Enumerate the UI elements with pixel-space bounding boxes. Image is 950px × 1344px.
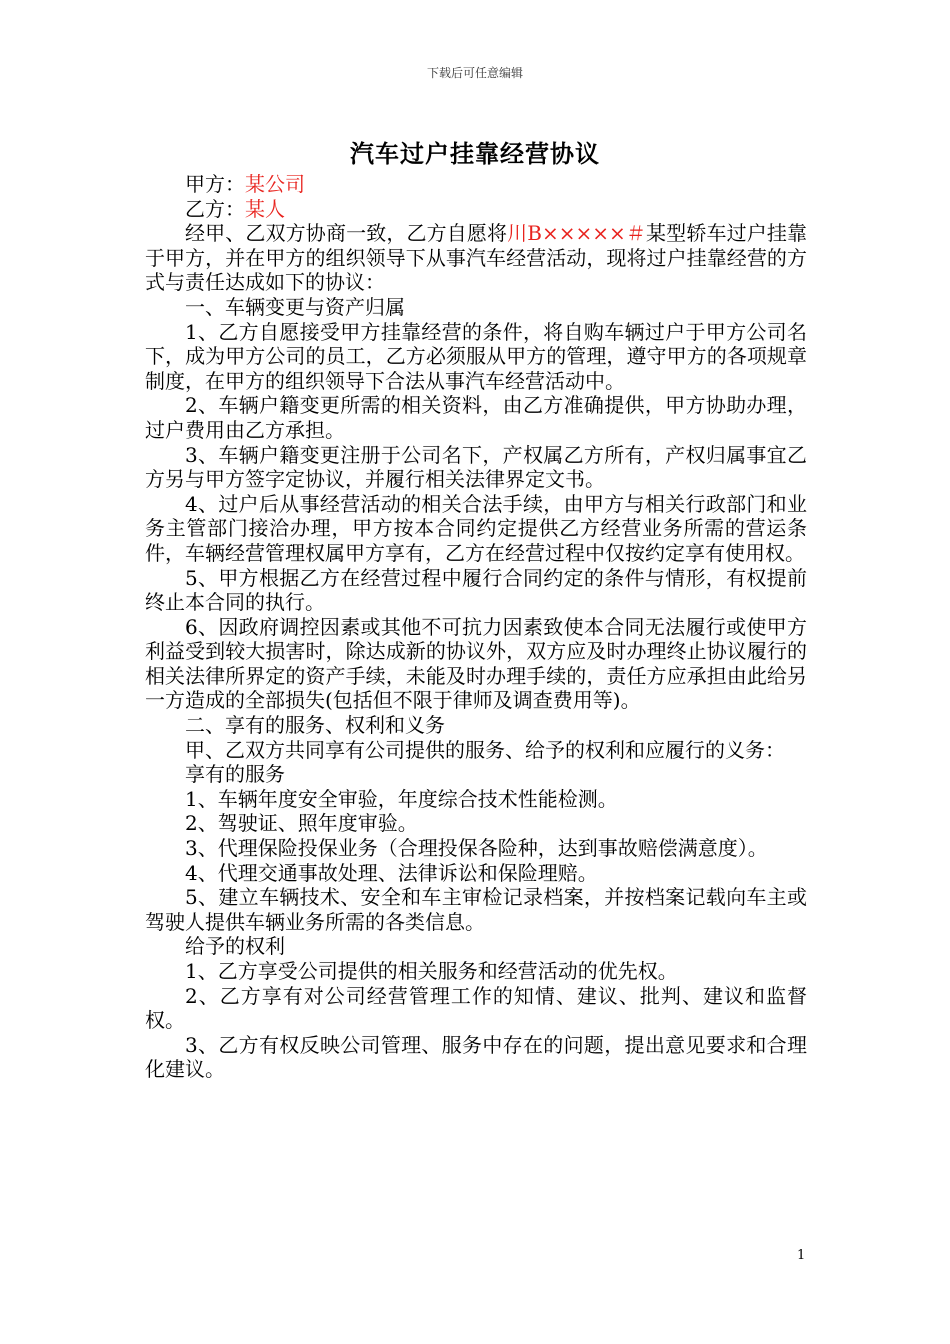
page-number: 1: [797, 1248, 806, 1263]
paragraph: 二、享有的服务、权利和义务: [185, 713, 445, 738]
page-header: 下载后可任意编辑: [426, 66, 523, 80]
paragraph: 4、代理交通事故处理、法律诉讼和保险理赔。: [185, 860, 598, 885]
intro-post: 某型轿车过户挂靠于甲方，并在甲方的组织领导下从事汽车经营活动，现将过户挂靠经营的方式与责任达成如下的协议：: [145, 221, 807, 295]
party-b-line: [145, 197, 807, 222]
paragraph: 6、因政府调控因素或其他不可抗力因素致使本合同无法履行或使甲方利益受到较大损害时，除达成新的协议外，双方应及时办理终止协议履行的相关法律所界定的资产手续，未能及时办理手续的，责任方应承担由此给另一方造成的全部损失(包括但不限于律师及调查费用等)。: [145, 614, 807, 713]
paragraph: 2、车辆户籍变更所需的相关资料，由乙方准确提供，甲方协助办理，过户费用由乙方承担。: [145, 393, 807, 442]
license-plate: 川B×××××＃: [507, 221, 647, 246]
document-title: 汽车过户挂靠经营协议: [350, 139, 600, 168]
paragraph: 1、车辆年度安全审验，年度综合技术性能检测。: [185, 786, 618, 811]
party-b-label: 乙方：: [185, 196, 245, 221]
intro-paragraph: [145, 221, 807, 295]
paragraph: 5、甲方根据乙方在经营过程中履行合同约定的条件与情形，有权提前终止本合同的执行。: [145, 565, 807, 615]
paragraph: 2、驾驶证、照年度审验。: [185, 811, 418, 836]
paragraph: 3、代理保险投保业务（合理投保各险种，达到事故赔偿满意度）。: [185, 836, 768, 861]
paragraph: 一、车辆变更与资产归属: [185, 294, 405, 319]
document-body: [145, 172, 807, 1082]
paragraph: 1、乙方享受公司提供的相关服务和经营活动的优先权。: [185, 959, 678, 983]
paragraph: 5、建立车辆技术、安全和车主审检记录档案，并按档案记载向车主或驾驶人提供车辆业务所需的各类信息。: [145, 885, 807, 934]
intro-pre: 经甲、乙双方协商一致，乙方自愿将: [185, 221, 508, 246]
party-a-value: 某公司: [245, 172, 305, 196]
party-a-line: [145, 172, 807, 197]
paragraph: 给予的权利: [185, 934, 285, 959]
party-b-value: 某人: [245, 196, 285, 221]
paragraph: 甲、乙双方共同享有公司提供的服务、给予的权利和应履行的义务：: [185, 737, 785, 762]
party-a-label: 甲方：: [185, 172, 245, 196]
paragraph: 3、车辆户籍变更注册于公司名下，产权属乙方所有，产权归属事宜乙方另与甲方签字定协议，并履行相关法律界定文书。: [145, 442, 807, 492]
paragraph: 3、乙方有权反映公司管理、服务中存在的问题，提出意见要求和合理化建议。: [145, 1032, 807, 1082]
paragraph: 1、乙方自愿接受甲方挂靠经营的条件，将自购车辆过户于甲方公司名下，成为甲方公司的员工，乙方必须服从甲方的管理，遵守甲方的各项规章制度，在甲方的组织领导下合法从事汽车经营活动中。: [145, 319, 807, 393]
paragraph: 享有的服务: [185, 762, 285, 787]
paragraph: 4、过户后从事经营活动的相关合法手续，由甲方与相关行政部门和业务主管部门接洽办理，甲方按本合同约定提供乙方经营业务所需的营运条件，车辆经营管理权属甲方享有，乙方在经营过程中仅按约定享有使用权。: [145, 491, 807, 565]
paragraph: 2、乙方享有对公司经营管理工作的知情、建议、批判、建议和监督权。: [145, 983, 807, 1033]
